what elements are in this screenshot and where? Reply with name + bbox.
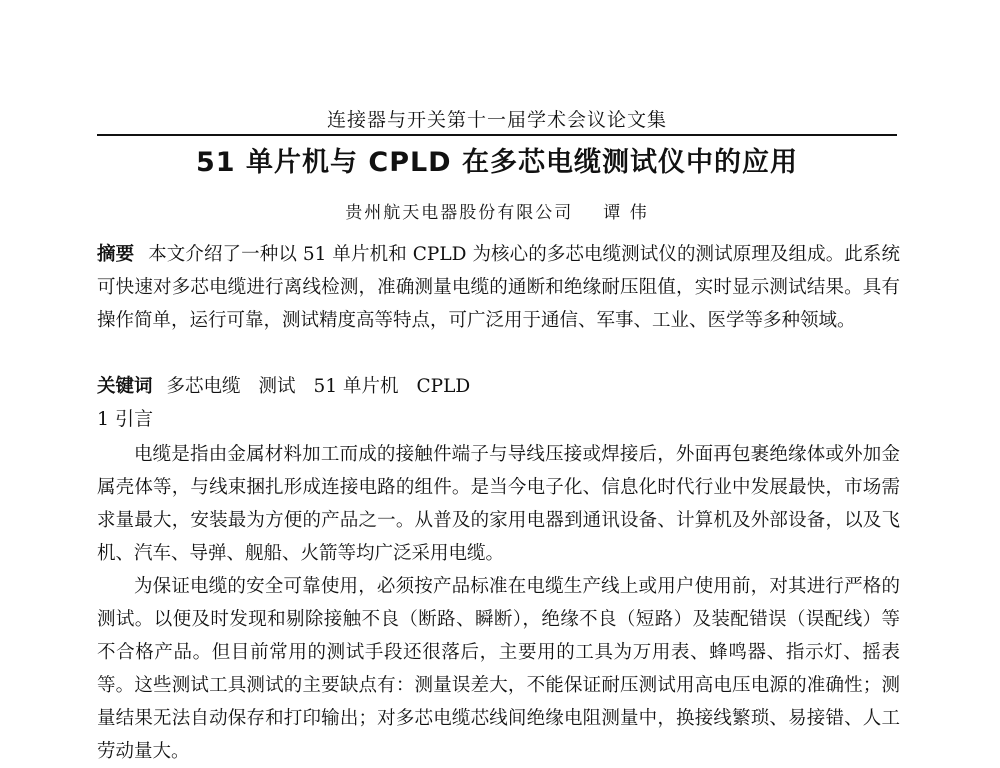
- section-heading: 1 引言: [97, 408, 154, 430]
- author-name: 谭 伟: [603, 203, 649, 223]
- header-rule: [97, 134, 897, 136]
- keywords: [97, 370, 900, 403]
- body-paragraph: 为保证电缆的安全可靠使用，必须按产品标准在电缆生产线上或用户使用前，对其进行严格的测试。以便及时发现和剔除接触不良（断路、瞬断），绝缘不良（短路）及装配错误（误配线）等不合格产品。但目前常用的测试手段还很落后，主要用的工具为万用表、蜂鸣器、指示灯、摇表等。这些测试工具测试的主要缺点有：测量误差大，不能保证耐压测试用高电压电源的准确性；测量结果无法自动保存和打印输出；对多芯电缆芯线间绝缘电阻测量中，换接线繁琐、易接错、人工劳动量大。: [97, 576, 900, 762]
- body-paragraph: 电缆是指由金属材料加工而成的接触件端子与导线压接或焊接后，外面再包裹绝缘体或外加金属壳体等，与线束捆扎形成连接电路的组件。是当今电子化、信息化时代行业中发展最快，市场需求量最大，安装最为方便的产品之一。从普及的家用电器到通讯设备、计算机及外部设备，以及飞机、汽车、导弹、舰船、火箭等均广泛采用电缆。: [97, 444, 900, 564]
- keywords-label: 关键词: [97, 376, 153, 397]
- keyword-item: 51 单片机: [313, 376, 399, 397]
- abstract-text: 本文介绍了一种以 51 单片机和 CPLD 为核心的多芯电缆测试仪的测试原理及组成。此系统可快速对多芯电缆进行离线检测，准确测量电缆的通断和绝缘耐压阻值，实时显示测试结果。具有操作简单，运行可靠，测试精度高等特点，可广泛用于通信、军事、工业、医学等多种领域。: [97, 244, 900, 331]
- abstract: [97, 238, 900, 337]
- running-header: 连接器与开关第十一届学术会议论文集: [326, 109, 667, 131]
- keyword-item: 测试: [258, 376, 296, 397]
- keyword-item: 多芯电缆: [166, 376, 241, 397]
- paper-title: 51 单片机与 CPLD 在多芯电缆测试仪中的应用: [196, 147, 798, 178]
- keyword-item: CPLD: [416, 376, 471, 397]
- affiliation: 贵州航天电器股份有限公司: [345, 203, 574, 223]
- abstract-label: 摘要: [97, 244, 135, 265]
- byline: [97, 198, 897, 223]
